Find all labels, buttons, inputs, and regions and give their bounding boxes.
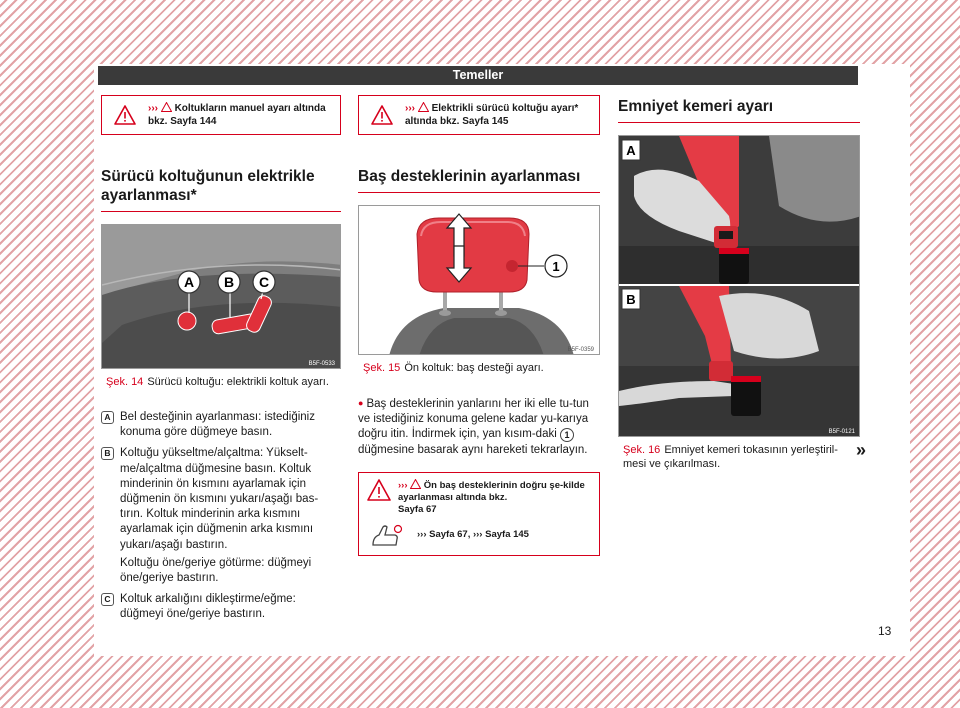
link-arrows: ››› xyxy=(472,529,483,541)
instruction-paragraph xyxy=(358,396,600,458)
fig-callout-1: 1 xyxy=(552,259,560,274)
warning-triangle-icon xyxy=(359,105,405,125)
paragraph-part-1: Baş desteklerinin yanlarını her iki elle tu-tun ve istediğiniz konuma gelene kadar yu-karıya doğru itin. İndirmek için, yan kısım-daki xyxy=(358,398,589,441)
warning-info-box xyxy=(358,472,600,557)
item-label-c: C xyxy=(101,593,114,606)
fig-label-c: C xyxy=(258,274,270,290)
bullet-icon: ● xyxy=(358,398,364,408)
link-arrows: ››› xyxy=(417,529,427,541)
figure-code: B5F-0359 xyxy=(567,347,594,353)
caption-number: Şek. 15 xyxy=(363,362,401,374)
warning-line-1: Elektrikli sürücü koltuğu ayarı* xyxy=(431,103,579,114)
list-item xyxy=(101,446,341,586)
warning-box xyxy=(358,95,600,135)
warning-line-1: Ön baş desteklerinin doğru şe-kilde ayarlanması altında bkz. xyxy=(398,479,585,504)
reference-links xyxy=(417,529,529,541)
fig-label-a: A xyxy=(626,143,636,158)
figure-seatbelt xyxy=(618,135,860,437)
figure-head-restraint xyxy=(358,205,600,355)
link-arrows: ››› xyxy=(405,103,415,114)
paragraph-part-2: düğmesine basarak aynı hareketi tekrarlayın. xyxy=(358,443,588,456)
fig-label-b: B xyxy=(626,292,636,307)
warning-triangle-icon xyxy=(102,105,148,125)
warning-text xyxy=(148,102,326,128)
column-1 xyxy=(101,95,341,629)
fig-label-b: B xyxy=(223,274,235,290)
ref-link-a[interactable]: Sayfa 67, xyxy=(429,529,471,541)
warning-row xyxy=(359,473,599,518)
item-text: Bel desteğinin ayarlanması: istediğiniz konuma göre düğmeye basın. xyxy=(120,411,315,439)
environment-note-icon xyxy=(359,523,417,547)
section-header-bar: Temeller xyxy=(98,66,858,85)
caption-text: Emniyet kemeri tokasının yerleştiril-mesi ve çıkarılması. xyxy=(623,444,838,470)
warning-text xyxy=(405,102,578,128)
section-heading: Baş desteklerinin ayarlanması xyxy=(358,167,600,193)
instructions-list xyxy=(101,410,341,623)
head-restraint-illustration xyxy=(359,206,600,355)
section-heading: Emniyet kemeri ayarı xyxy=(618,97,860,123)
figure-caption xyxy=(618,443,860,471)
warning-box xyxy=(101,95,341,135)
caption-number: Şek. 14 xyxy=(106,376,144,388)
warning-triangle-icon xyxy=(359,479,398,501)
figure-caption xyxy=(358,361,600,375)
figure-code: B5F-0533 xyxy=(308,361,335,367)
figure-code: B5F-0121 xyxy=(828,429,855,435)
warning-line-2[interactable]: Sayfa 67 xyxy=(398,503,437,515)
fig-label-a: A xyxy=(183,274,195,290)
seat-illustration xyxy=(102,225,341,369)
small-warning-icon xyxy=(418,102,429,116)
caption-number: Şek. 16 xyxy=(623,444,661,456)
caption-text: Sürücü koltuğu: elektrikli koltuk ayarı. xyxy=(147,376,329,388)
ref-link-b[interactable]: Sayfa 145 xyxy=(485,529,529,541)
column-3 xyxy=(618,95,860,471)
figure-caption xyxy=(101,375,341,389)
list-item xyxy=(101,592,341,622)
item-extra-text: Koltuğu öne/geriye götürme: düğmeyi öne/geriye bastırın. xyxy=(120,556,312,585)
list-item xyxy=(101,410,341,440)
warning-line-2[interactable]: altında bkz. Sayfa 145 xyxy=(405,116,509,127)
callout-ref: 1 xyxy=(560,428,574,442)
item-label-a: A xyxy=(101,411,114,424)
small-warning-icon xyxy=(161,102,172,116)
seatbelt-illustration xyxy=(619,136,860,437)
small-warning-icon xyxy=(410,479,421,493)
link-arrows: ››› xyxy=(398,479,408,491)
item-text: Koltuk arkalığını dikleştirme/eğme: düğmeyi öne/geriye bastırın. xyxy=(120,593,296,621)
item-text: Koltuğu yükseltme/alçaltma: Yükselt-me/alçaltma düğmesine basın. Koltuk minderinin ön kısmını ayarlamak için düğmenin ön kısmını yukarı/aşağı bas-tırın. Koltuk minderinin arka kısmını ayarlamak için düğmenin arka kısmını yukarı/aşağı bastırın. xyxy=(120,447,319,551)
caption-text: Ön koltuk: baş desteği ayarı. xyxy=(404,362,544,374)
page-number: 13 xyxy=(878,624,892,638)
figure-seat-controls xyxy=(101,224,341,369)
section-heading: Sürücü koltuğunun elektrikle ayarlanması* xyxy=(101,167,341,212)
continue-arrow-icon: » xyxy=(856,440,867,460)
column-2 xyxy=(358,95,600,556)
link-arrows: ››› xyxy=(148,103,158,114)
warning-text xyxy=(398,479,599,516)
env-row xyxy=(359,517,599,555)
item-label-b: B xyxy=(101,447,114,460)
warning-line-1: Koltukların manuel ayarı altında xyxy=(174,103,326,114)
warning-line-2[interactable]: bkz. Sayfa 144 xyxy=(148,116,217,127)
